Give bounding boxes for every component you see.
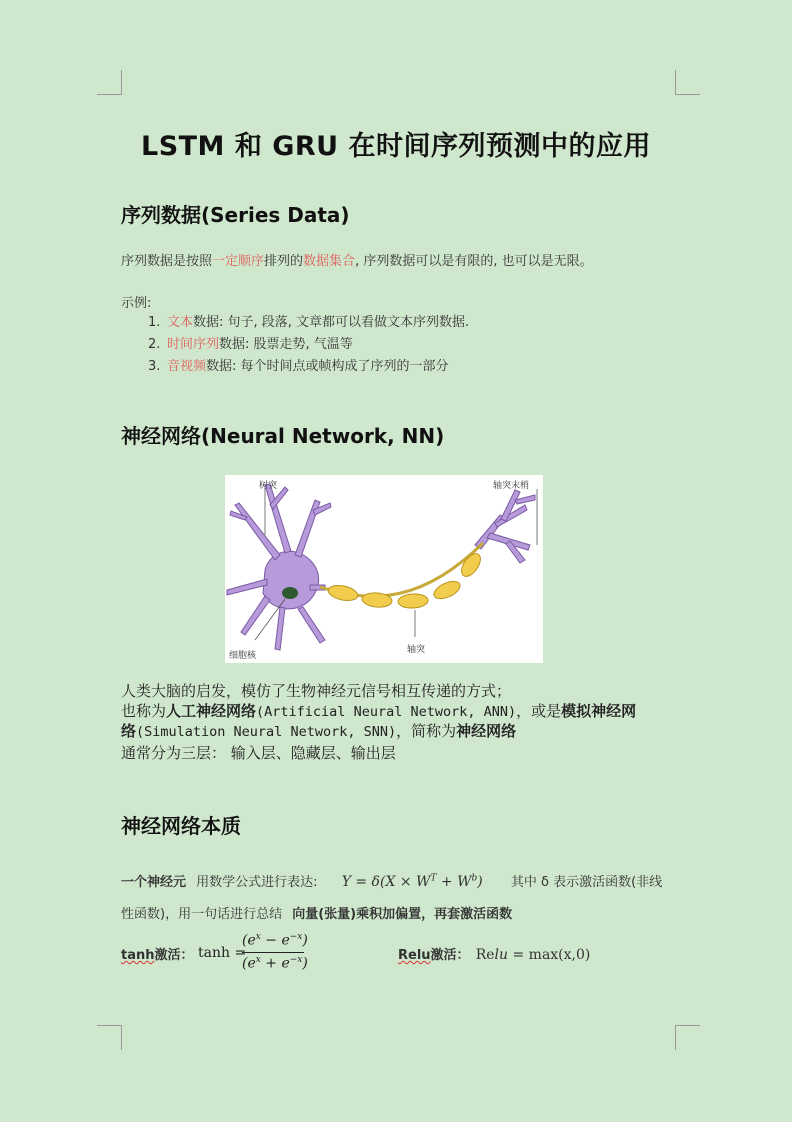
axon-label: 轴突 xyxy=(407,645,426,655)
list-item: 2. 时间序列数据: 股票走势, 气温等 xyxy=(148,337,353,352)
page-title: LSTM 和 GRU 在时间序列预测中的应用 xyxy=(140,131,651,162)
example-label: 示例: xyxy=(121,296,152,311)
nn-line-2: 也称为人工神经网络(Artificial Neural Network, ANN)，或是模拟神经网 xyxy=(121,702,637,720)
nn-line-3: 络(Simulation Neural Network, SNN)，简称为神经网络 xyxy=(121,722,517,740)
nn-line-4: 通常分为三层： 输入层、隐藏层、输出层 xyxy=(121,744,396,762)
axon-terminal-label: 轴突末梢 xyxy=(493,481,530,491)
relu-formula: Relu = max(x,0) xyxy=(475,947,591,963)
nucleus-shape xyxy=(282,587,298,599)
series-description: 序列数据是按照一定顺序排列的数据集合, 序列数据可以是有限的, 也可以是无限。 xyxy=(121,254,593,269)
list-item: 1. 文本数据: 句子, 段落, 文章都可以看做文本序列数据. xyxy=(148,315,470,330)
series-heading: 序列数据(Series Data) xyxy=(121,203,350,227)
list-item: 3. 音视频数据: 每个时间点或帧构成了序列的一部分 xyxy=(148,359,449,374)
essence-heading: 神经网络本质 xyxy=(121,814,241,838)
example-list xyxy=(148,312,469,378)
crop-mark-bottom-right xyxy=(675,1025,700,1050)
nn-line-1: 人类大脑的启发，模仿了生物神经元信号相互传递的方式； xyxy=(121,682,512,700)
essence-line-1: 一个神经元 用数学公式进行表达: $Y = \delta(X \times W^T + W^b)$ 其中 δ 表示激活函数(非线 xyxy=(121,873,663,890)
neuron-figure xyxy=(225,475,543,663)
neuron-formula: $Y = \delta(X \times W^T + W^b)$ xyxy=(341,873,483,890)
nucleus-label: 细胞核 xyxy=(229,651,257,661)
neuron-illustration xyxy=(225,475,543,663)
crop-mark-top-right xyxy=(675,70,700,95)
tanh-activation: tanh激活： xyxy=(121,948,194,963)
crop-mark-bottom-left xyxy=(97,1025,122,1050)
essence-line-2: 性函数)，用一句话进行总结 向量(张量)乘积加偏置，再套激活函数 xyxy=(121,907,513,922)
nn-heading: 神经网络(Neural Network, NN) xyxy=(121,424,445,448)
relu-activation: Relu激活： Relu = max(x,0) xyxy=(398,947,591,963)
crop-mark-top-left xyxy=(97,70,122,95)
dendrite-label: 树突 xyxy=(259,481,278,491)
